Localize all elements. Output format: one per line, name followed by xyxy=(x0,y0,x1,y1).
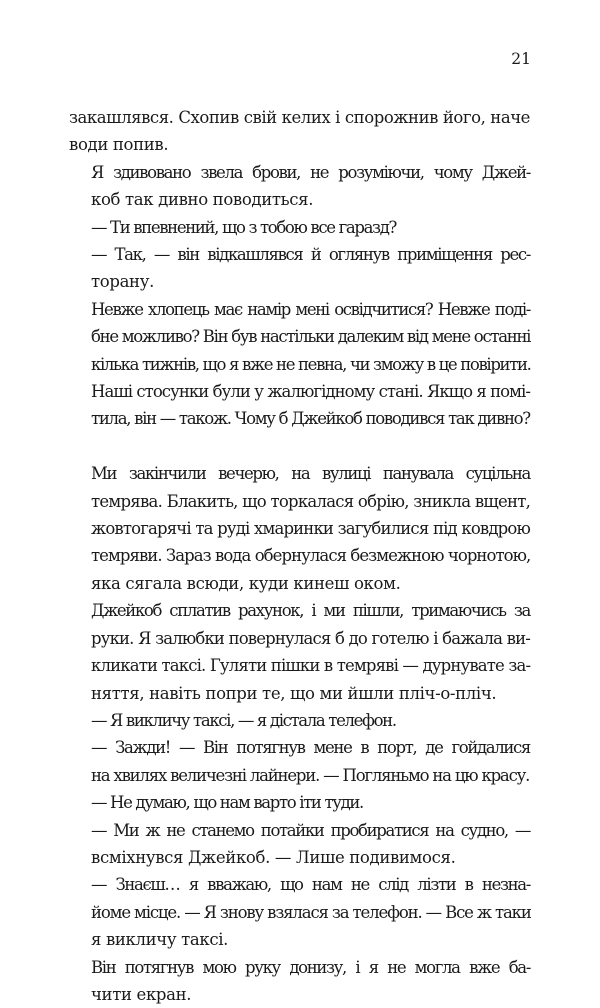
paragraph xyxy=(69,954,530,1008)
text-line: — Зажди! — Він потягнув мене в порт, де гойдалися xyxy=(91,738,530,758)
paragraph xyxy=(69,871,530,953)
text-line: я викличу таксі. xyxy=(91,930,229,950)
paragraph xyxy=(69,241,530,296)
text-line: темрява. Блакить, що торкалася обрію, зникла вщент, xyxy=(91,491,531,511)
paragraph xyxy=(69,597,530,707)
text-line: Наші стосунки були у жалюгідному стані. Якщо я помі- xyxy=(91,382,530,402)
text-line: води попив. xyxy=(69,135,169,155)
paragraph xyxy=(69,734,530,789)
text-line: — Ми ж не станемо потайки пробиратися на судно, — xyxy=(91,820,530,840)
text-line: Джейкоб сплатив рахунок, і ми пішли, тримаючись за xyxy=(91,601,530,621)
text-line: торану. xyxy=(91,272,154,292)
page-number: 21 xyxy=(511,50,531,68)
paragraph xyxy=(69,214,530,241)
paragraph xyxy=(69,159,530,214)
text-line: бне можливо? Він був настільки далеким від мене останні xyxy=(91,327,531,347)
text-line: Він потягнув мою руку донизу, і я не могла вже ба- xyxy=(91,957,530,977)
paragraph xyxy=(69,707,530,734)
text-line: — Я викличу таксі, — я дістала телефон. xyxy=(91,710,396,730)
paragraph xyxy=(69,296,530,433)
text-line: няття, навіть попри те, що ми йшли пліч-о-пліч. xyxy=(91,683,497,703)
text-line: — Знаєш… я вважаю, що нам не слід лізти в незна- xyxy=(91,875,530,895)
text-line: — Так, — він відкашлявся й оглянув приміщення рес- xyxy=(91,245,530,265)
text-line: коб так дивно поводиться. xyxy=(91,190,314,210)
paragraph xyxy=(69,104,530,159)
text-line: руки. Я залюбки повернулася б до готелю і бажала ви- xyxy=(91,628,530,648)
section-break xyxy=(69,433,530,460)
text-line: на хвилях величезні лайнери. — Погляньмо на цю красу. xyxy=(91,765,530,785)
text-line: Ми закінчили вечерю, на вулиці панувала суцільна xyxy=(91,464,530,484)
text-line: йоме місце. — Я знову взялася за телефон. — Все ж таки xyxy=(91,902,531,922)
paragraph xyxy=(69,817,530,872)
text-line: тила, він — також. Чому б Джейкоб поводився так дивно? xyxy=(91,409,530,429)
text-line: Я здивовано звела брови, не розуміючи, чому Джей- xyxy=(91,162,530,182)
text-line: — Ти впевнений, що з тобою все гаразд? xyxy=(91,217,397,237)
text-line: кликати таксі. Гуляти пішки в темряві — дурнувате за- xyxy=(91,656,531,676)
text-line: кілька тижнів, що я вже не певна, чи зможу в це повірити. xyxy=(91,354,531,374)
text-line: темряви. Зараз вода обернулася безмежною чорнотою, xyxy=(91,546,531,566)
text-line: чити екран. xyxy=(91,984,192,1004)
text-line: всміхнувся Джейкоб. — Лише подивимося. xyxy=(91,847,456,867)
text-line: — Не думаю, що нам варто іти туди. xyxy=(91,793,363,813)
text-line: Невже хлопець має намір мені освідчитися? Невже поді- xyxy=(91,299,530,319)
text-line: жовтогарячі та руді хмаринки загубилися під ковдрою xyxy=(91,519,530,539)
text-line: закашлявся. Схопив свій келих і спорожнив його, наче xyxy=(69,108,530,127)
text-line: яка сягала всюди, куди кинеш оком. xyxy=(91,573,401,593)
paragraph xyxy=(69,789,530,816)
body-text xyxy=(69,104,530,1008)
paragraph xyxy=(69,460,530,597)
